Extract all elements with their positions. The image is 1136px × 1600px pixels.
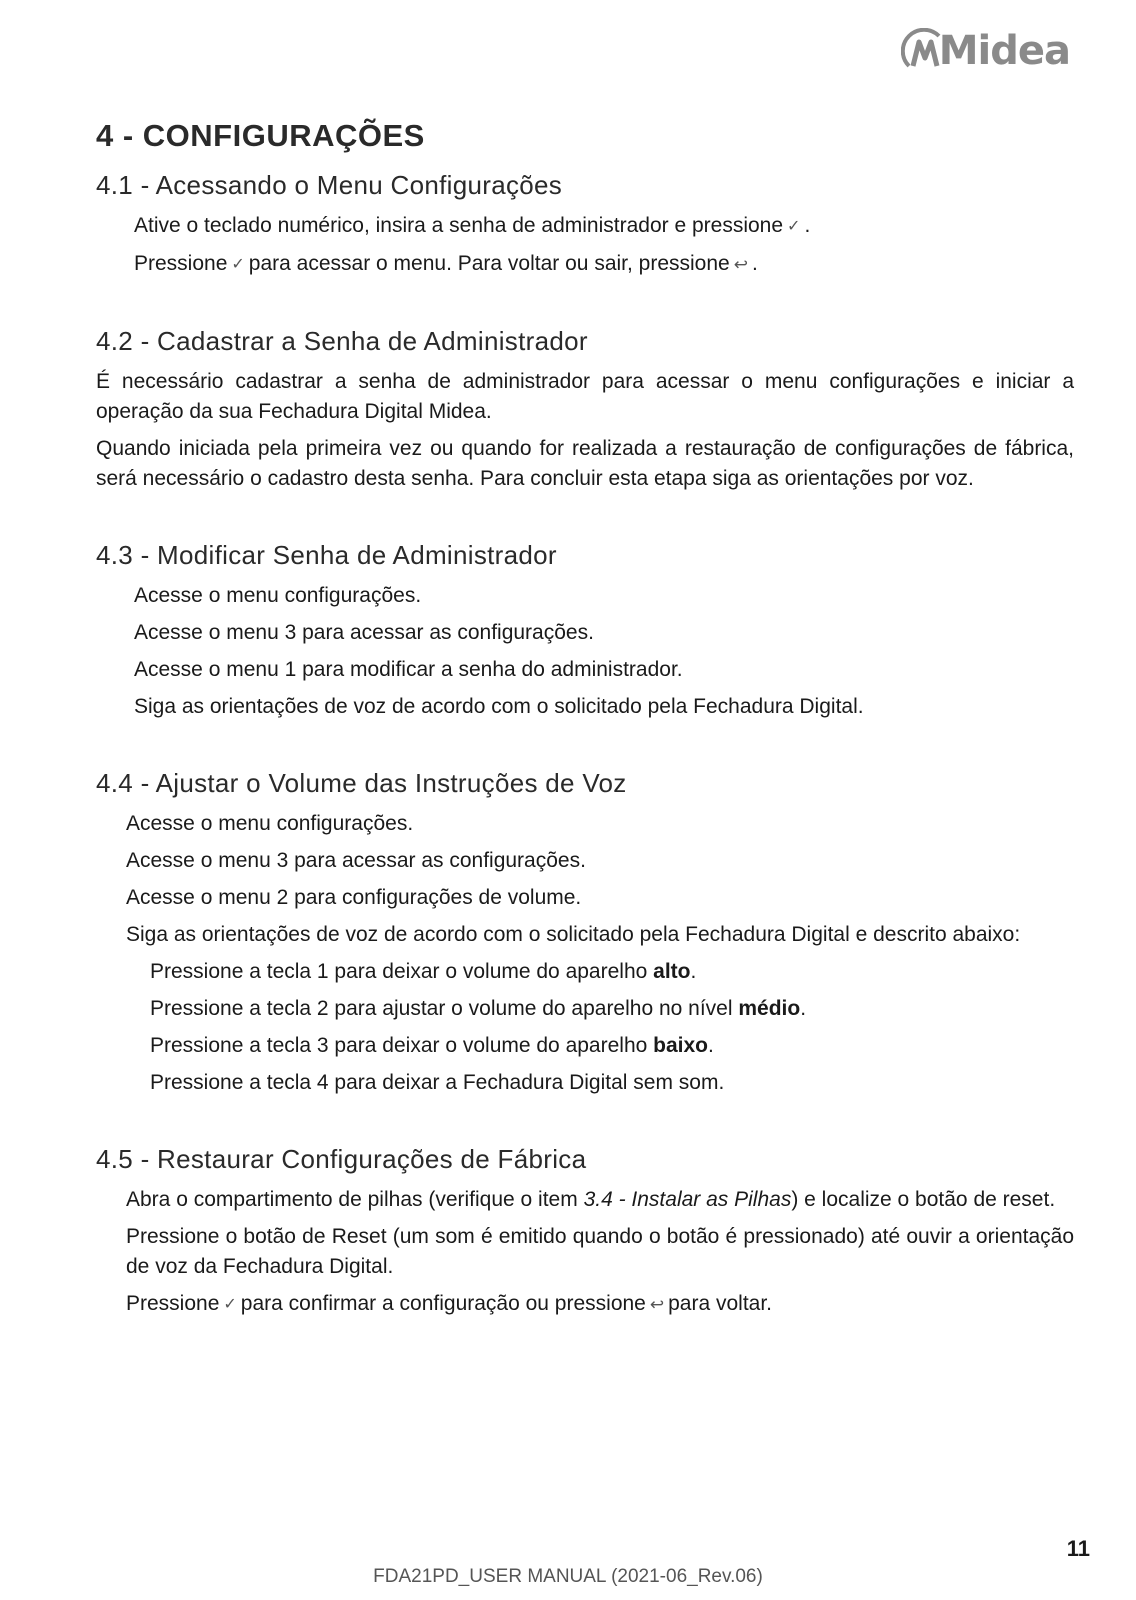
section-heading: 4.3 - Modificar Senha de Administrador — [96, 540, 557, 570]
page-content — [96, 118, 1074, 1366]
checkmark-icon: ✓ — [787, 218, 801, 235]
text: . — [804, 214, 811, 237]
volume-level: médio — [738, 997, 801, 1020]
volume-option — [96, 957, 1074, 987]
section-4-5 — [96, 1144, 1074, 1320]
section-reference: 3.4 - Instalar as Pilhas — [583, 1188, 792, 1211]
page-title: 4 - CONFIGURAÇÕES — [96, 118, 425, 153]
section-heading: 4.2 - Cadastrar a Senha de Administrador — [96, 326, 588, 356]
checkmark-icon: ✓ — [231, 256, 245, 273]
section-heading: 4.5 - Restaurar Configurações de Fábrica — [96, 1144, 587, 1174]
instruction-line: Acesse o menu 2 para configurações de volume. — [126, 886, 582, 909]
instruction-line — [96, 1289, 1074, 1320]
text: para confirmar a configuração ou pressione — [240, 1292, 646, 1315]
section-heading: 4.4 - Ajustar o Volume das Instruções de Voz — [96, 768, 627, 798]
section-heading: 4.1 - Acessando o Menu Configurações — [96, 170, 563, 200]
text: para voltar. — [668, 1292, 773, 1315]
section-4-4 — [96, 768, 1074, 1098]
section-4-2 — [96, 326, 1074, 494]
volume-option — [96, 994, 1074, 1024]
back-arrow-icon: ↩ — [649, 1295, 665, 1314]
instruction-line: Acesse o menu 3 para acessar as configurações. — [126, 849, 586, 872]
volume-option — [96, 1031, 1074, 1061]
instruction-line: Siga as orientações de voz de acordo com o solicitado pela Fechadura Digital e descrito abaixo: — [126, 923, 1021, 946]
text: para acessar o menu. Para voltar ou sair, pressione — [248, 252, 730, 275]
text: Pressione a tecla 3 para deixar o volume do aparelho — [150, 1034, 654, 1057]
paragraph: É necessário cadastrar a senha de administrador para acessar o menu configurações e iniciar a operação da sua Fechadura Digital Midea. — [96, 370, 1074, 423]
instruction-line — [96, 1185, 1074, 1215]
text: . — [690, 960, 697, 983]
instruction-line: Acesse o menu 3 para acessar as configurações. — [134, 621, 594, 644]
footer-doc-id: FDA21PD_USER MANUAL (2021-06_Rev.06) — [373, 1566, 763, 1587]
checkmark-icon: ✓ — [223, 1296, 237, 1313]
instruction-line: Siga as orientações de voz de acordo com o solicitado pela Fechadura Digital. — [134, 695, 864, 718]
text: Abra o compartimento de pilhas (verifique o item — [126, 1188, 584, 1211]
text: Pressione — [126, 1292, 220, 1315]
text: . — [800, 997, 807, 1020]
text: ) e localize o botão de reset. — [791, 1188, 1056, 1211]
instruction-line: Acesse o menu 1 para modificar a senha do administrador. — [134, 658, 683, 681]
text: Pressione a tecla 1 para deixar o volume do aparelho — [150, 960, 654, 983]
text: Pressione a tecla 2 para ajustar o volume do aparelho no nível — [150, 997, 739, 1020]
volume-level: alto — [653, 960, 691, 983]
back-arrow-icon: ↩ — [733, 255, 748, 274]
paragraph: Quando iniciada pela primeira vez ou quando for realizada a restauração de configurações de fábrica, será necessário o cadastro desta senha. Para concluir esta etapa siga as orientações por voz. — [96, 437, 1074, 490]
page-number: 11 — [1066, 1536, 1090, 1561]
text: . — [708, 1034, 714, 1057]
section-4-1 — [96, 170, 1074, 280]
text: . — [751, 252, 758, 275]
volume-option: Pressione a tecla 4 para deixar a Fechadura Digital sem som. — [150, 1071, 725, 1094]
instruction-line — [96, 249, 1074, 280]
instruction-line: Acesse o menu configurações. — [126, 812, 414, 835]
instruction-line: Acesse o menu configurações. — [134, 584, 422, 607]
section-4-3 — [96, 540, 1074, 722]
volume-level: baixo — [653, 1034, 708, 1057]
midea-logo — [901, 28, 1070, 74]
instruction-line — [96, 211, 1074, 242]
instruction-line: Pressione o botão de Reset (um som é emitido quando o botão é pressionado) até ouvir a orientação de voz da Fechadura Digital. — [126, 1225, 1074, 1278]
logo-wordmark: Midea — [938, 28, 1070, 74]
text: Ative o teclado numérico, insira a senha de administrador e pressione — [134, 214, 784, 237]
text: Pressione — [134, 252, 228, 275]
